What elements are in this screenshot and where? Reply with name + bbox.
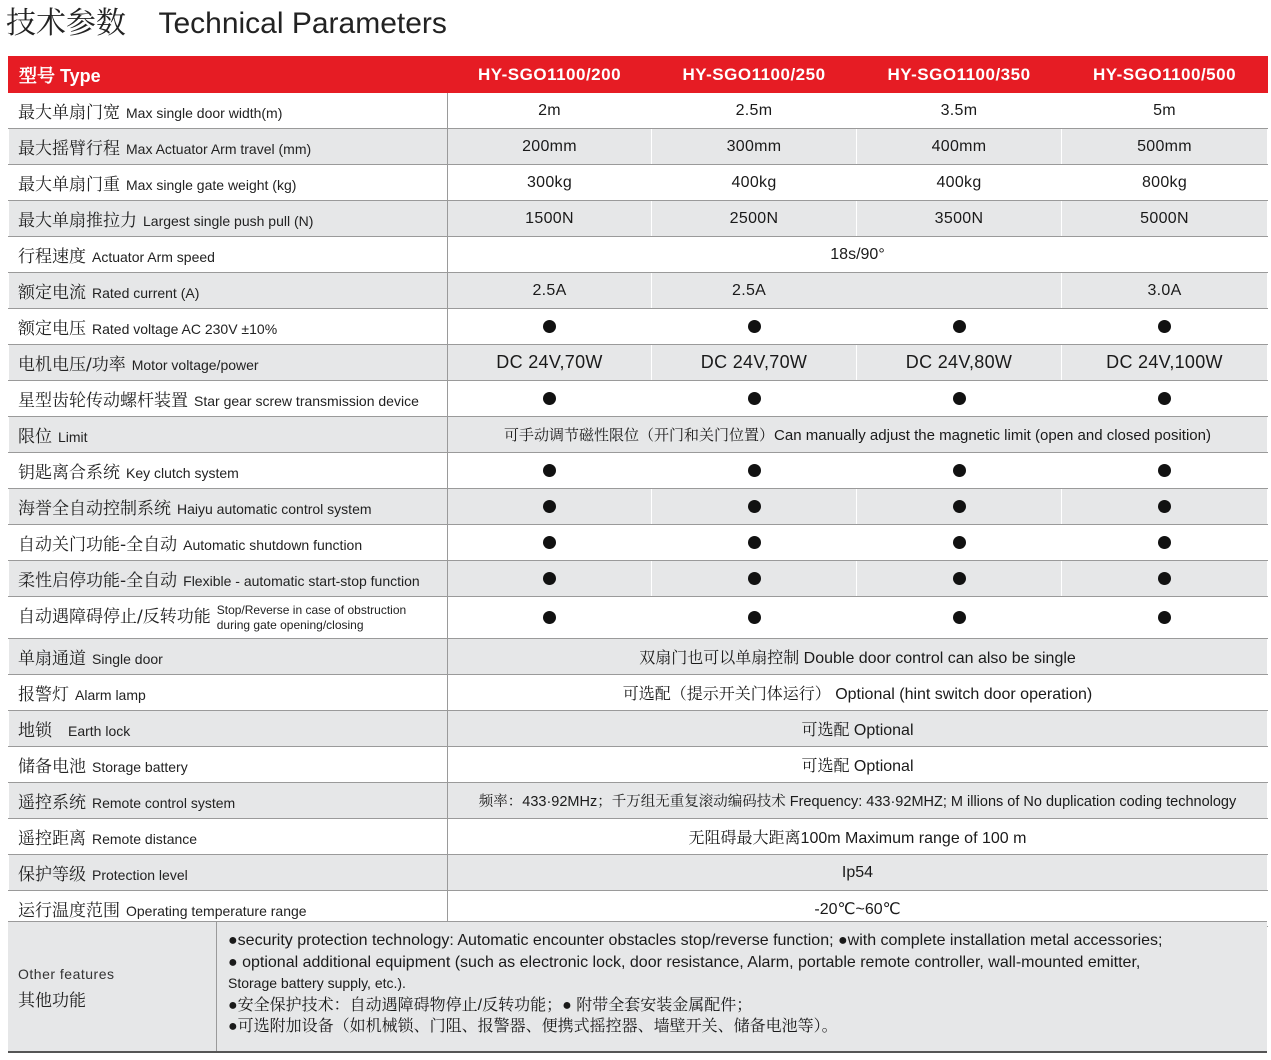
dot-icon	[748, 611, 761, 624]
cell-value	[857, 453, 1062, 489]
type-header-en: Type	[60, 65, 101, 86]
page-title-en: Technical Parameters	[158, 7, 447, 40]
feature-line: ●安全保护技术：自动遇障碍物停止/反转功能；● 附带全套安装金属配件；	[228, 996, 753, 1014]
table-row	[9, 453, 1268, 489]
table-row	[9, 783, 1268, 819]
model-header: HY-SGO1100/350	[857, 57, 1062, 93]
table-header-row	[9, 57, 1268, 93]
dot-icon	[1158, 536, 1171, 549]
cell-value	[857, 489, 1062, 525]
row-label	[9, 561, 448, 597]
row-label	[9, 129, 448, 165]
cell-value: 2.5m	[652, 93, 857, 129]
cell-value-span: 18s/90°	[448, 237, 1268, 273]
cell-value: 3.0A	[1062, 273, 1268, 309]
cell-value: 3500N	[857, 201, 1062, 237]
row-label-en: Haiyu automatic control system	[177, 501, 372, 517]
cell-value	[1062, 561, 1268, 597]
cell-value-span: 无阻碍最大距离100m Maximum range of 100 m	[448, 819, 1268, 855]
table-row	[9, 201, 1268, 237]
row-label-zh: 最大摇臂行程	[18, 139, 120, 159]
table-row	[9, 819, 1268, 855]
row-label-en: Operating temperature range	[126, 903, 307, 919]
feature-line: ● optional additional equipment (such as electronic lock, door resistance, Alarm, portable remote controller, wall-mounted emitter,	[228, 953, 1141, 971]
row-label-zh: 行程速度	[18, 247, 86, 267]
cell-value	[857, 381, 1062, 417]
row-label	[9, 747, 448, 783]
row-label	[9, 819, 448, 855]
row-label	[9, 489, 448, 525]
other-features-section	[8, 921, 1267, 1053]
model-header: HY-SGO1100/200	[448, 57, 652, 93]
cell-value	[1062, 381, 1268, 417]
row-label-en: Flexible - automatic start-stop function	[183, 573, 420, 589]
row-label-zh: 地锁	[18, 721, 52, 741]
table-row	[9, 639, 1268, 675]
row-label-zh: 自动遇障碍停止/反转功能	[18, 606, 211, 627]
cell-value: 400kg	[857, 165, 1062, 201]
row-label-zh: 最大单扇推拉力	[18, 211, 137, 231]
row-label	[9, 237, 448, 273]
cell-value	[857, 597, 1062, 639]
cell-value	[652, 597, 857, 639]
row-label-zh: 柔性启停功能-全自动	[18, 571, 178, 591]
table-row	[9, 489, 1268, 525]
dot-icon	[953, 500, 966, 513]
cell-value	[652, 561, 857, 597]
table-row	[9, 93, 1268, 129]
dot-icon	[543, 392, 556, 405]
cell-value: DC 24V,100W	[1062, 345, 1268, 381]
table-row	[9, 345, 1268, 381]
row-label-zh: 保护等级	[18, 865, 86, 885]
cell-value	[448, 597, 652, 639]
table-row	[9, 711, 1268, 747]
row-label-zh: 星型齿轮传动螺杆装置	[18, 391, 188, 411]
cell-value: 400kg	[652, 165, 857, 201]
page-title	[6, 2, 447, 46]
row-label-zh: 限位	[18, 427, 52, 447]
cell-value	[857, 561, 1062, 597]
row-label	[9, 597, 448, 639]
cell-value: 2.5A	[652, 273, 1062, 309]
cell-value: 300mm	[652, 129, 857, 165]
feature-line: Storage battery supply, etc.).	[228, 975, 406, 991]
parameters-table	[8, 56, 1268, 927]
cell-value: 2500N	[652, 201, 857, 237]
row-label	[9, 675, 448, 711]
cell-value	[652, 453, 857, 489]
cell-value	[652, 381, 857, 417]
table-row	[9, 129, 1268, 165]
dot-icon	[953, 320, 966, 333]
row-label-zh: 额定电压	[18, 319, 86, 339]
dot-icon	[543, 320, 556, 333]
row-label-en: Alarm lamp	[75, 687, 146, 703]
cell-value	[448, 309, 652, 345]
cell-value: 2.5A	[448, 273, 652, 309]
cell-value-span: -20℃~60℃	[448, 891, 1268, 927]
dot-icon	[1158, 464, 1171, 477]
type-header	[9, 57, 448, 93]
row-label-en: Actuator Arm speed	[92, 249, 215, 265]
cell-value: 800kg	[1062, 165, 1268, 201]
row-label-en: Earth lock	[68, 723, 131, 739]
cell-value	[652, 489, 857, 525]
row-label-en: Motor voltage/power	[131, 357, 259, 373]
cell-value	[448, 525, 652, 561]
row-label-en-line2: during gate opening/closing	[216, 618, 364, 633]
cell-value	[1062, 597, 1268, 639]
row-label-en: Rated voltage AC 230V ±10%	[92, 321, 278, 337]
row-label	[9, 381, 448, 417]
other-features-label	[18, 922, 213, 1051]
dot-icon	[543, 611, 556, 624]
row-label-en: Max single door width(m)	[126, 105, 283, 121]
row-label	[9, 711, 448, 747]
table-row	[9, 309, 1268, 345]
row-label	[9, 453, 448, 489]
table-row	[9, 273, 1268, 309]
row-label-zh: 报警灯	[18, 685, 69, 705]
row-label-zh: 电机电压/功率	[18, 355, 126, 375]
row-label-en: Protection level	[92, 867, 188, 883]
row-label-zh: 海誉全自动控制系统	[18, 499, 171, 519]
row-label-en: Limit	[58, 429, 88, 445]
row-label	[9, 273, 448, 309]
dot-icon	[748, 572, 761, 585]
cell-value: 200mm	[448, 129, 652, 165]
model-header: HY-SGO1100/500	[1062, 57, 1268, 93]
row-label	[9, 417, 448, 453]
row-label-en: Star gear screw transmission device	[194, 393, 419, 409]
row-label-en: Max single gate weight (kg)	[126, 177, 297, 193]
table-row	[9, 855, 1268, 891]
cell-value	[1062, 525, 1268, 561]
dot-icon	[748, 464, 761, 477]
dot-icon	[543, 536, 556, 549]
other-features-label-zh: 其他功能	[18, 991, 86, 1011]
dot-icon	[1158, 572, 1171, 585]
cell-value: 3.5m	[857, 93, 1062, 129]
dot-icon	[748, 500, 761, 513]
table-row	[9, 165, 1268, 201]
row-label-en	[217, 603, 406, 633]
cell-value-span: 可手动调节磁性限位（开门和关门位置）Can manually adjust the magnetic limit (open and closed position)	[448, 417, 1268, 453]
row-label-zh: 遥控距离	[18, 829, 86, 849]
cell-value	[448, 381, 652, 417]
dot-icon	[953, 572, 966, 585]
dot-icon	[953, 392, 966, 405]
dot-icon	[748, 320, 761, 333]
dot-icon	[748, 536, 761, 549]
row-label-zh: 最大单扇门宽	[18, 103, 120, 123]
model-header: HY-SGO1100/250	[652, 57, 857, 93]
cell-value: 5m	[1062, 93, 1268, 129]
row-label-zh: 钥匙离合系统	[18, 463, 120, 483]
cell-value	[857, 525, 1062, 561]
cell-value: DC 24V,80W	[857, 345, 1062, 381]
row-label-en: Automatic shutdown function	[183, 537, 363, 553]
cell-value-span: 可选配 Optional	[448, 711, 1268, 747]
row-label-en-line1: Stop/Reverse in case of obstruction	[216, 603, 407, 618]
dot-icon	[543, 464, 556, 477]
row-label-zh: 单扇通道	[18, 649, 86, 669]
table-row	[9, 525, 1268, 561]
table-row	[9, 597, 1268, 639]
row-label-en: Largest single push pull (N)	[143, 213, 314, 229]
cell-value	[652, 525, 857, 561]
row-label	[9, 165, 448, 201]
cell-value	[857, 309, 1062, 345]
row-label	[9, 309, 448, 345]
cell-value	[448, 453, 652, 489]
dot-icon	[748, 392, 761, 405]
cell-value	[1062, 453, 1268, 489]
cell-value: 1500N	[448, 201, 652, 237]
dot-icon	[1158, 611, 1171, 624]
cell-value-span: 可选配（提示开关门体运行） Optional (hint switch door operation)	[448, 675, 1268, 711]
row-label	[9, 93, 448, 129]
features-list	[228, 930, 1258, 1038]
dot-icon	[1158, 500, 1171, 513]
row-label-en: Storage battery	[92, 759, 188, 775]
row-label	[9, 201, 448, 237]
cell-value-span: 双扇门也可以单扇控制 Double door control can also be single	[448, 639, 1268, 675]
type-header-zh: 型号	[19, 65, 55, 86]
cell-value: 400mm	[857, 129, 1062, 165]
cell-value: 300kg	[448, 165, 652, 201]
cell-value: DC 24V,70W	[448, 345, 652, 381]
row-label	[9, 855, 448, 891]
cell-value	[1062, 309, 1268, 345]
table-row	[9, 747, 1268, 783]
row-label-zh: 最大单扇门重	[18, 175, 120, 195]
features-divider	[216, 922, 217, 1051]
cell-value: DC 24V,70W	[652, 345, 857, 381]
row-label-en: Max Actuator Arm travel (mm)	[126, 141, 312, 157]
row-label-en: Key clutch system	[126, 465, 239, 481]
dot-icon	[1158, 320, 1171, 333]
table-row	[9, 381, 1268, 417]
row-label-zh: 额定电流	[18, 283, 86, 303]
row-label-zh: 自动关门功能-全自动	[18, 535, 178, 555]
row-label	[9, 639, 448, 675]
row-label-zh: 遥控系统	[18, 793, 86, 813]
row-label-en: Rated current (A)	[92, 285, 200, 301]
dot-icon	[953, 464, 966, 477]
table-row	[9, 237, 1268, 273]
cell-value-span: 可选配 Optional	[448, 747, 1268, 783]
row-label-en: Remote control system	[92, 795, 236, 811]
cell-value	[1062, 489, 1268, 525]
cell-value-span: Ip54	[448, 855, 1268, 891]
dot-icon	[543, 572, 556, 585]
cell-value: 5000N	[1062, 201, 1268, 237]
dot-icon	[1158, 392, 1171, 405]
dot-icon	[953, 611, 966, 624]
table-row	[9, 417, 1268, 453]
row-label	[9, 345, 448, 381]
feature-line: ●security protection technology: Automatic encounter obstacles stop/reverse function; ●with complete installation metal accessories;	[228, 932, 1163, 949]
page-title-zh: 技术参数	[6, 6, 126, 41]
feature-line: ●可选附加设备（如机械锁、门阻、报警器、便携式摇控器、墙壁开关、储备电池等）。	[228, 1018, 838, 1035]
row-label	[9, 783, 448, 819]
row-label-zh: 运行温度范围	[18, 901, 120, 921]
table-row	[9, 561, 1268, 597]
cell-value	[448, 561, 652, 597]
table-row	[9, 675, 1268, 711]
row-label	[9, 525, 448, 561]
cell-value: 500mm	[1062, 129, 1268, 165]
other-features-label-en: Other features	[18, 966, 115, 982]
cell-value	[652, 309, 857, 345]
cell-value-span: 频率：433·92MHz；千万组无重复滚动编码技术 Frequency: 433·92MHZ; M illions of No duplication coding technology	[448, 783, 1268, 819]
dot-icon	[543, 500, 556, 513]
cell-value: 2m	[448, 93, 652, 129]
row-label-en: Remote distance	[92, 831, 198, 847]
dot-icon	[953, 536, 966, 549]
row-label-en: Single door	[92, 651, 163, 667]
cell-value	[448, 489, 652, 525]
row-label-zh: 储备电池	[18, 757, 86, 777]
